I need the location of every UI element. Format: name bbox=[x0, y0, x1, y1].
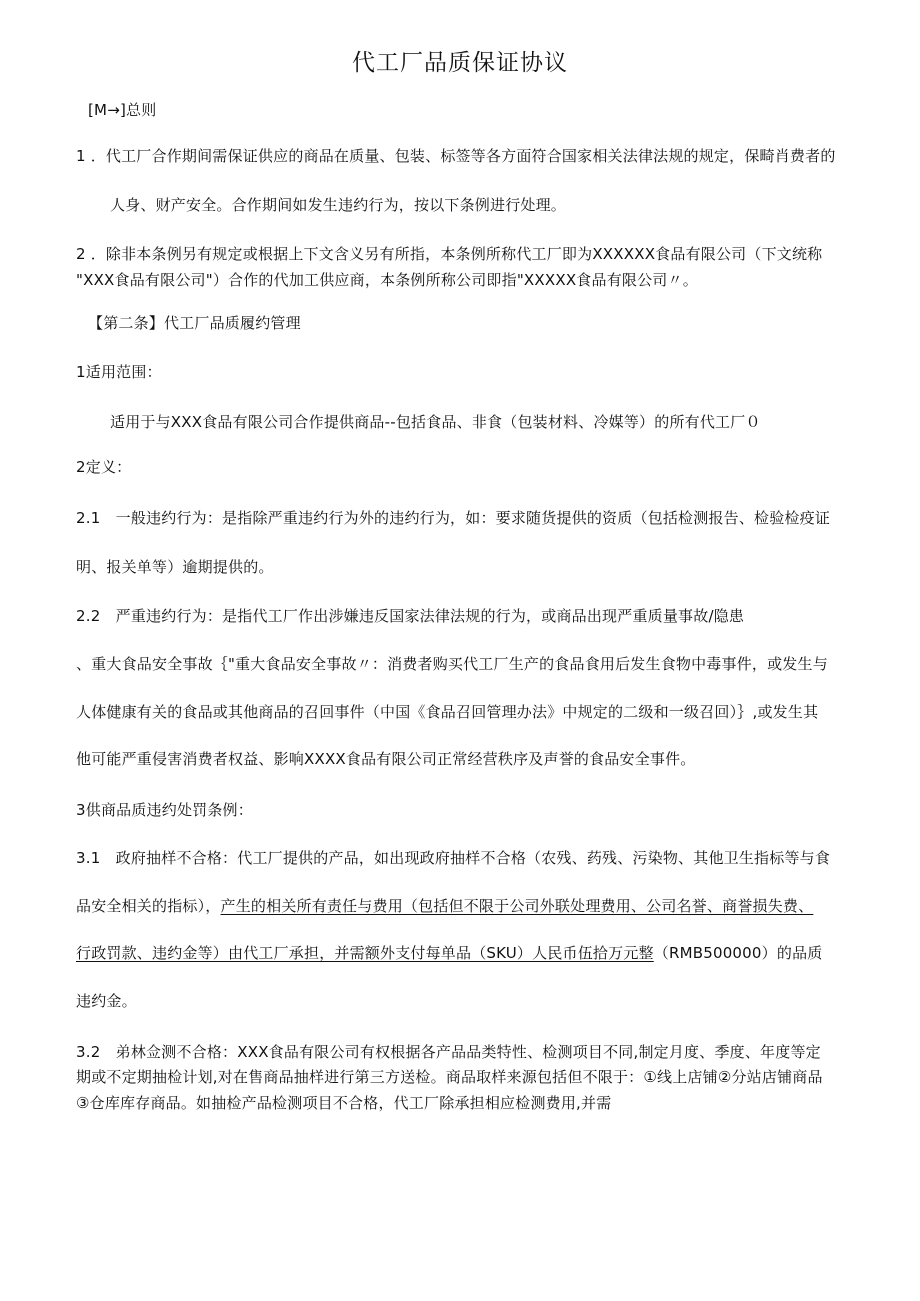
para1-line2: 人身、财产安全。合作期间如发生违约行为，按以下条例进行处理。 bbox=[110, 196, 567, 214]
clause-3-1-line1: 3.1 政府抽样不合格：代工厂提供的产品，如出现政府抽样不合格（农残、药残、污染物、其他卫生指标等与食 bbox=[76, 849, 831, 867]
clause-3-1-line2-plain: 品安全相关的指标）， bbox=[76, 897, 221, 915]
clause-3-2-line1: 3.2 弟林佥测不合格：XXX食品有限公司有权根据各产品品类特性、检测项目不同,制定月度、季度、年度等定 bbox=[76, 1043, 821, 1061]
definition-2-1-line1: 2.1 一般违约行为：是指除严重违约行为外的违约行为，如：要求随货提供的资质（包括检测报告、检验检疫证 bbox=[76, 509, 831, 527]
penalty-heading: 3供商品质违约处罚条例： bbox=[76, 801, 253, 819]
clause-3-1-line3-plain: （RMB500000）的品质 bbox=[653, 944, 823, 962]
definition-2-1-line2: 明、报关单等）逾期提供的。 bbox=[76, 558, 274, 576]
clause-3-1-line2-underlined: 产生的相关所有责任与费用（包括但不限于公司外联处理费用、公司名誉、商誉损失费、 bbox=[220, 897, 814, 915]
clause-3-1-line2 bbox=[76, 896, 813, 916]
definition-heading: 2定义： bbox=[76, 458, 132, 476]
clause-3-1-line3-underlined: 行政罚款、违约金等）由代工厂承担，并需额外支付每单品（SKU）人民币伍拾万元整 bbox=[76, 944, 654, 962]
definition-2-2-line2: 、重大食品安全事故｛"重大食品安全事故〃：消费者购买代工厂生产的食品食用后发生食物中毒事件，或发生与 bbox=[76, 655, 828, 673]
definition-2-2-line1: 2.2 严重违约行为：是指代工厂作出涉嫌违反国家法律法规的行为，或商品出现严重质量事故/隐患 bbox=[76, 607, 745, 625]
para1-line1: 1 ．代工厂合作期间需保证供应的商品在质量、包装、标签等各方面符合国家相关法律法规的规定，保畸肖费者的 bbox=[76, 147, 836, 165]
definition-2-2-line3: 人体健康有关的食品或其他商品的召回事件（中国《食品召回管理办法》中规定的二级和一级召回）｝,或发生其 bbox=[76, 703, 819, 721]
article1-heading: [M→]总则 bbox=[88, 101, 157, 119]
clause-3-1-line4: 违约金。 bbox=[76, 992, 137, 1010]
para2-line1: 2 ．除非本条例另有规定或根据上下文含义另有所指，本条例所称代工厂即为XXXXXX食品有限公司（下文统称 bbox=[76, 245, 823, 263]
scope-heading: 1适用范围： bbox=[76, 363, 162, 381]
scope-text: 适用于与XXX食品有限公司合作提供商品--包括食品、非食（包装材料、冷媒等）的所有代工厂０ bbox=[110, 413, 761, 431]
clause-3-2-line2: 期或不定期抽检计划,对在售商品抽样进行第三方送检。商品取样来源包括但不限于：①线上店铺②分站店铺商品 bbox=[76, 1068, 823, 1086]
clause-3-1-line3 bbox=[76, 943, 822, 963]
clause-3-2-line3: ③仓库库存商品。如抽检产品检测项目不合格，代工厂除承担相应检测费用,并需 bbox=[76, 1094, 612, 1112]
para2-line2: "XXX食品有限公司"）合作的代加工供应商，本条例所称公司即指"XXXXX食品有限公司〃。 bbox=[76, 271, 698, 289]
article2-heading: 【第二条】代工厂品质履约管理 bbox=[88, 314, 301, 332]
definition-2-2-line4: 他可能严重侵害消费者权益、影响XXXX食品有限公司正常经营秩序及声誉的食品安全事件。 bbox=[76, 750, 696, 768]
page-title: 代工厂品质保证协议 bbox=[352, 50, 568, 76]
